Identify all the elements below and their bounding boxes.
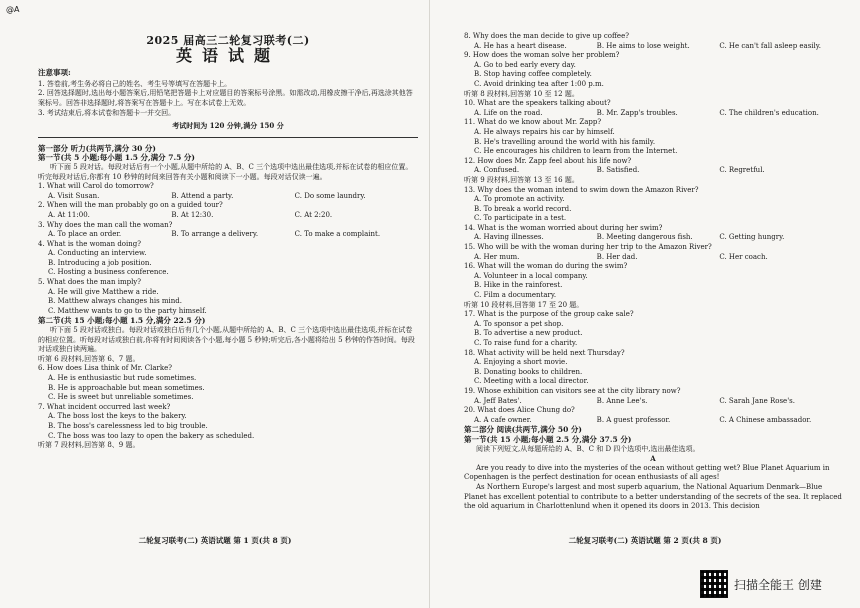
option: B. To arrange a delivery. [171,230,259,239]
section-heading: 第一节(共 15 小题;每小题 2.5 分,满分 37.5 分) [464,434,632,444]
section-instructions: 阅读下列短文,从每题所给的 A、B、C 和 D 四个选项中,选出最佳选项。 [476,444,700,453]
notice-item: 2. 回答选择题时,选出每小题答案后,用铅笔把答题卡上对应题目的答案标号涂黑。如需改动,用橡皮擦干净后,再选涂其他答案标号。回答非选择题时,将答案写在答题卡上。写在本试卷上无效。 [38,89,413,107]
option: A. Life on the road. [474,108,543,117]
options-row [464,109,842,119]
question: 15. Who will be with the woman during her trip to the Amazon River? [464,243,712,252]
question: 13. Why does the woman intend to swim down the Amazon River? [464,185,699,194]
notice-title: 注意事项: [38,68,71,78]
option: B. The boss's carelessness led to big trouble. [48,421,208,430]
option: C. Matthew wants to go to the party himself. [48,306,207,315]
watermark-text: 扫描全能王 创建 [734,577,822,592]
question: 2. When will the man probably go on a guided tour? [38,201,223,210]
option: C. He can't fall asleep easily. [719,41,822,50]
left-column [38,0,418,451]
section-instructions: 听下面 5 段对话。每段对话后有一个小题,从题中所给的 A、B、C 三个选项中选出最佳选项,并标在试卷的相应位置。听完每段对话后,你都有 10 秒钟的时间来回答有关小题和阅读下一小题。每段对话仅读一遍。 [38,162,413,181]
option: C. Film a documentary. [474,291,557,300]
material-note: 听第 8 段材料,回答第 10 至 12 题。 [464,89,579,98]
option: A. Having illnesses. [474,233,544,242]
option: B. Hike in the rainforest. [474,281,563,290]
option: C. Meeting with a local director. [474,377,589,386]
option: B. Mr. Zapp's troubles. [596,108,678,117]
option: B. He is approachable but mean sometimes. [48,383,205,392]
time-note: 考试时间为 120 分钟,满分 150 分 [172,121,284,131]
option: B. Meeting dangerous fish. [596,233,693,242]
option: A. Her mum. [474,252,520,261]
options-row [38,192,418,202]
notice-item: 3. 考试结束后,将本试卷和答题卡一并交回。 [38,108,176,117]
option: C. He is sweet but unreliable sometimes. [48,393,194,402]
option: A. Visit Susan. [48,191,100,200]
option: B. Attend a party. [171,191,234,200]
options-row [464,42,842,52]
question: 20. What does Alice Chung do? [464,406,575,415]
option: B. A guest professor. [596,415,671,424]
option: C. Regretful. [719,166,765,175]
option: C. Getting hungry. [719,233,785,242]
section-heading: 第一节(共 5 小题;每小题 1.5 分,满分 7.5 分) [38,153,195,163]
option: A. He has a heart disease. [474,41,567,50]
option: C. Avoid drinking tea after 1:00 p.m. [474,79,604,88]
option: A. At 11:00. [48,210,90,219]
option: A. To sponsor a pet shop. [474,319,564,328]
option: C. The children's education. [719,108,819,117]
passage-paragraph: As Northern Europe's largest and most superb aquarium, the National Aquarium Denmark—Blue Planet has excellent potential to contribute to a better understanding of the secrets of the sea. It replaced the old aquarium in Charlottenlund when it opened its doors in 2013. This decision [464,482,842,511]
section-instructions: 听下面 5 段对话或独白。每段对话或独白后有几个小题,从题中所给的 A、B、C 三个选项中选出最佳选项,并标在试卷的相应位置。听每段对话或独白前,你将有时间阅读各个小题,每小题 5 秒钟;听完后,各小题将给出 5 秒钟的作答时间。每段对话或独白读两遍。 [38,326,415,354]
corner-mark: @A [6,5,20,14]
option: C. The boss was too lazy to open the bakery as scheduled. [48,431,255,440]
option: B. Matthew always changes his mind. [48,297,182,306]
option: C. He encourages his children to learn from the Internet. [474,147,678,156]
option: B. Anne Lee's. [596,396,648,405]
option: A. A cafe owner. [474,415,532,424]
question: 10. What are the speakers talking about? [464,99,611,108]
material-note: 听第 9 段材料,回答第 13 至 16 题。 [464,175,579,184]
question: 6. How does Lisa think of Mr. Clarke? [38,364,172,373]
option: A. To place an order. [48,230,122,239]
option: C. Her coach. [719,252,768,261]
question: 8. Why does the man decide to give up coffee? [464,32,629,40]
page-footer: 二轮复习联考(二) 英语试题 第 2 页(共 8 页) [568,536,722,545]
section-heading: 第二节(共 15 小题;每小题 1.5 分,满分 22.5 分) [38,316,206,326]
option: A. Volunteer in a local company. [474,271,588,280]
question: 1. What will Carol do tomorrow? [38,182,154,191]
passage-label: A [650,454,656,464]
option: A. He always repairs his car by himself. [474,127,615,136]
question: 17. What is the purpose of the group cake sale? [464,310,634,319]
options-row [38,230,418,240]
question: 9. How does the woman solve her problem? [464,51,620,60]
option: C. Do some laundry. [294,191,366,200]
option: C. To raise fund for a charity. [474,339,578,347]
part-heading: 第二部分 阅读(共两节,满分 50 分) [464,425,582,435]
option: C. Hosting a business conference. [48,268,169,277]
exam-title: 2025 届高三二轮复习联考(二) [146,34,310,47]
option: A. Confused. [474,166,520,175]
question: 7. What incident occurred last week? [38,402,171,411]
options-row [464,397,842,407]
option: B. To break a world record. [474,204,572,213]
notice-item: 1. 答卷前,考生务必将自己的姓名、考生号等填写在答题卡上。 [38,79,232,88]
divider [38,137,418,138]
question: 12. How does Mr. Zapp feel about his life now? [464,156,632,165]
right-page [430,0,860,608]
option: B. Stop having coffee completely. [474,70,592,79]
option: B. Her dad. [596,252,638,261]
option: A. Enjoying a short movie. [474,358,568,367]
options-row [464,416,842,426]
subject-title: 英语试题 [175,45,280,65]
options-row [464,233,842,243]
option: A. Jeff Bates'. [474,396,522,405]
option: C. A Chinese ambassador. [719,415,812,424]
option: A. Conducting an interview. [48,249,147,258]
question: 16. What will the woman do during the swim? [464,262,628,271]
right-column [464,32,842,512]
page-footer: 二轮复习联考(二) 英语试题 第 1 页(共 8 页) [138,536,292,545]
question: 18. What activity will be held next Thursday? [464,348,625,357]
option: C. Sarah Jane Rose's. [719,396,795,405]
option: A. The boss lost the keys to the bakery. [48,412,187,421]
option: C. To make a complaint. [294,230,381,239]
option: C. To participate in a test. [474,214,567,223]
options-row [464,166,842,176]
passage-paragraph: Are you ready to dive into the mysteries of the ocean without getting wet? Blue Planet Aquarium in Copenhagen is the perfect destination for ocean enthusiasts of all ages! [464,463,830,482]
qr-code-icon [700,570,728,598]
option: B. Satisfied. [596,166,640,175]
question: 4. What is the woman doing? [38,239,141,248]
option: C. At 2:20. [294,210,333,219]
part-heading: 第一部分 听力(共两节,满分 30 分) [38,143,156,153]
option: B. He aims to lose weight. [596,41,690,50]
option: B. He's travelling around the world with his family. [474,137,656,146]
option: A. He will give Matthew a ride. [48,287,159,296]
question: 11. What do we know about Mr. Zapp? [464,118,602,127]
option: B. Introducing a job position. [48,258,152,267]
scanner-watermark [700,570,822,598]
question: 19. Whose exhibition can visitors see at the city library now? [464,386,681,395]
option: A. He is enthusiastic but rude sometimes. [48,374,197,382]
question: 5. What does the man imply? [38,278,142,287]
material-note: 听第 10 段材料,回答第 17 至 20 题。 [464,300,584,309]
option: A. To promote an activity. [474,195,565,204]
option: A. Go to bed early every day. [474,60,576,69]
material-note: 听第 6 段材料,回答第 6、7 题。 [38,354,140,363]
options-row [464,253,842,263]
material-note: 听第 7 段材料,回答第 8、9 题。 [38,441,140,450]
option: B. Donating books to children. [474,367,583,376]
option: B. At 12:30. [171,210,214,219]
options-row [38,211,418,221]
question: 3. Why does the man call the woman? [38,220,173,229]
question: 14. What is the woman worried about during her swim? [464,223,663,232]
option: B. To advertise a new product. [474,329,583,338]
